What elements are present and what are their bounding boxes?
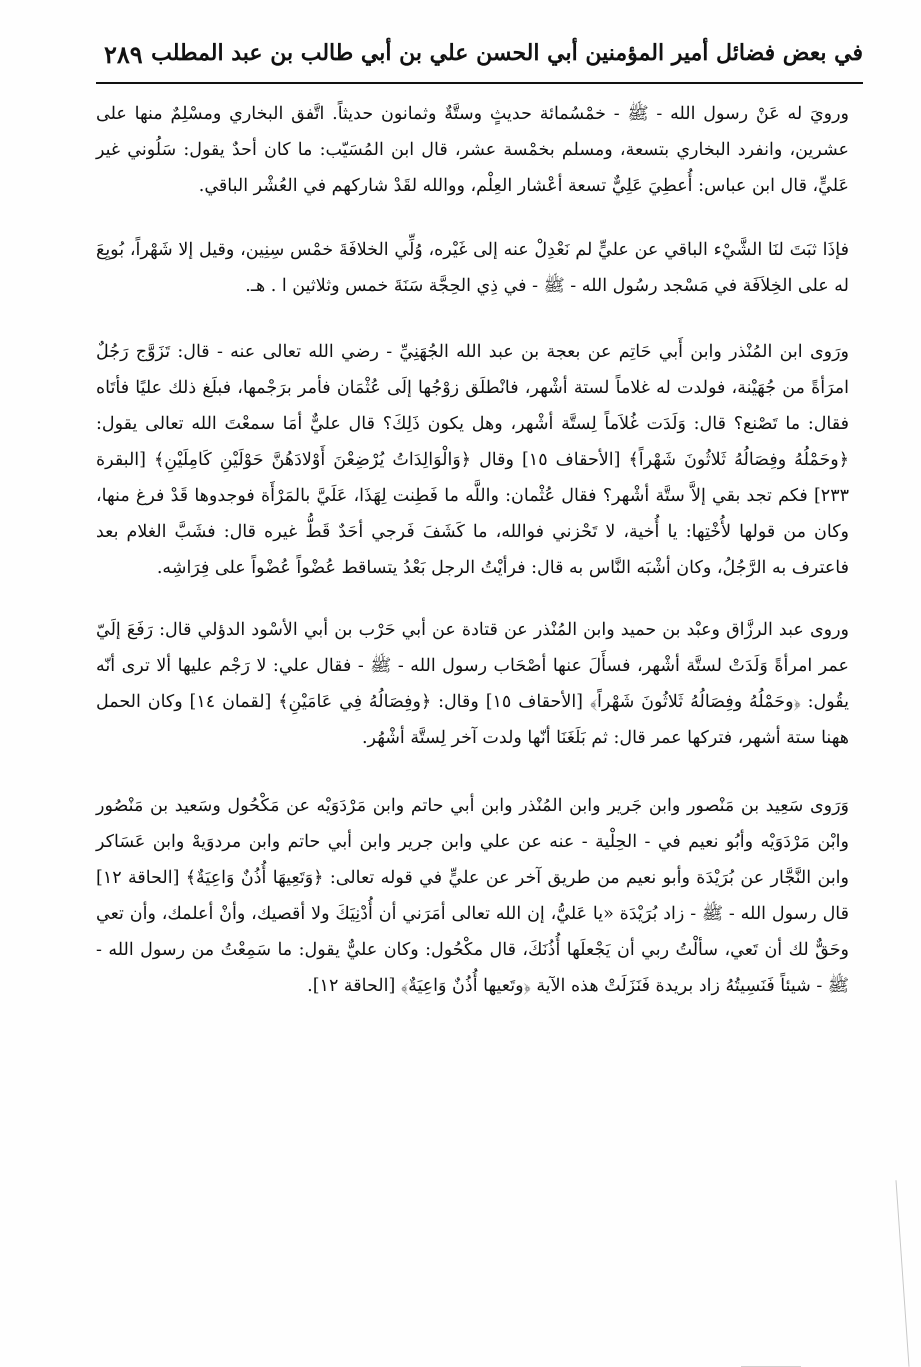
paragraph-uthman-ruling: ورَوى ابن المُنْذر وابن أَبي حَاتِم عن بعجة بن عبد الله الجُهَنِيِّ - رضي الله تعالى عنه - قال: تَزَوَّج رَجُلٌ امرَأةً من جُهَيْنة، فولدت له غلاماً لستة أشْهر، فانْطلَق زوْجُها إلَى عُثْمَان فأمر برَجْمها، فبلَغ ذلك عليًا فأتَاه فقال: ما تَصْنع؟ قال: وَلَدَت غُلاَماً لِستَّة أشْهر، وهل يكون ذَلِكَ؟ قال عليٌّ أمَا سمعْتَ الله تعالى يقول: ﴿وحَمْلُهُ وفِصَالُهُ ثَلاثُونَ شَهْراً﴾ [الأحقاف ١٥] وقال ﴿وَالْوَالِدَاتُ يُرْضِعْنَ أَوْلادَهُنَّ حَوْلَيْنِ كَامِلَيْنِ﴾ [البقرة ٢٣٣] فكم تجد بقي إلاَّ ستَّة أشْهر؟ فقال عُثْمان: واللَّه ما فَطِنت لِهَذَا، عَلَيَّ بالمَرْأَة فوجدوها قَدْ فرغ منها، وكان من قولها لأُخْتِها: يا أُخية، لا تَحْزني فوالله، ما كَشَفَ فَرجي أحَدٌ قَطُّ غيره قال: فشَبَّ الغلام بعد فاعترف به الرَّجُلُ، وكان أشْبَه النَّاس به قال: فرأيْتُ الرجل بَعْدُ يتساقط عُضْواً عُضْواً على فِرَاشِه. [96, 342, 850, 578]
page-number: ٢٨٩ [104, 40, 143, 69]
paragraph-narrations-count: ورويَ له عَنْ رسول الله - ﷺ - خمْسُمائة حديثٍ وستَّةٌ وثمانون حديثاً. اتَّفق البخاري ومسْلِمٌ منها على عشرين، وانفرد البخاري بتسعة، ومسلم بخمْسة عشر، قال ابن المُسَيّب: ما كان أحدٌ يقول: سَلُوني غير عَليٍّ، قال ابن عباس: أُعطِيَ عَلِيٌّ تسعة أعْشار العِلْم، ووالله لقَدْ شاركهم في العُشْر الباقي. [96, 104, 849, 196]
body-text [96, 96, 849, 1004]
running-header [96, 36, 863, 84]
paragraph-caliphate: فإذَا ثبَتَ لنَا الشَّيْء الباقي عن عليٍّ لم نَعْدِلْ عنه إلى غَيْره، وُلِّي الخلافَةَ خمْس سِنِين، وقيل إلا شَهْراً، بُويِعَ له على الخِلاَفَة في مَسْجد رسُول الله - ﷺ - في ذِي الحِجَّة سَنَةَ خمس وثلاثين ا . هـ. [96, 240, 849, 296]
paragraph-attentive-ear: وَرَوى سَعِيد بن مَنْصور وابن جَرير وابن المُنْذر وابن أبي حاتم وابن مَرْدَوَيْه عن مَكْحُول وسَعيد بن مَنْصُور وابْن مَرْدَوَيْه وأبُو نعيم في - الحِلْية - عنه عن علي وابن جرير وابن أبي حاتم وابن مردوَيهْ وابن عَسَاكر وابن النَّجَّار عن بُرَيْدَة وأبو نعيم من طريق آخر عن عليٍّ في قوله تعالى: ﴿وَتَعِيهَا أُذُنٌ وَاعِيَةٌ﴾ [الحاقة ١٢] قال رسول الله - ﷺ - زاد بُرَيْدَة «يا عَليُّ، إن الله تعالى أمَرَني أن أُدْنِيَكَ ولا أقصيك، وأنْ أعلمك، وأن تعي وحَقٌّ لك أن تَعي، سألْتُ ربي أن يَجْعلَها أُذُنَكَ، قال مكْحُول: وكان عليٌّ يقول: ما سَمِعْتُ من رسول الله - ﷺ - شيئاً فَنَسِيتُهُ زاد بريدة فَنَزَلَتْ هذه الآية ﴿وتَعيها أُذُنٌ وَاعِيَةٌ﴾ [الحاقة ١٢]. [96, 796, 849, 996]
running-title: في بعض فضائل أمير المؤمنين أبي الحسن علي بن أبي طالب بن عبد المطلب [151, 40, 863, 66]
paragraph-umar-ruling: وروى عبد الرزَّاق وعبْد بن حميد وابن المُنْذر عن قتادة عن أبي حَرْب بن أبي الأسْود الدؤلي قال: رَفَعَ إلَيّ عمر امرأةً وَلَدَتْ لستَّة أشْهر، فسأَلَ عنها أصْحَاب رسول الله - ﷺ - فقال علي: لا رَجْم عليها ألا ترى أنّه يقُول: ﴿وحَمْلُهُ وفِصَالُهُ ثَلاثُونَ شَهْراً﴾ [الأحقاف ١٥] وقال: ﴿وفِصَالُهُ فِي عَامَيْنِ﴾ [لقمان ١٤] وكان الحمل ههنا ستة أشهر، فتركها عمر قال: ثم بَلَغَنَا أنّها ولدت آخر لِستَّة أشْهُر. [96, 620, 849, 748]
scan-page-edge [895, 1180, 909, 1367]
